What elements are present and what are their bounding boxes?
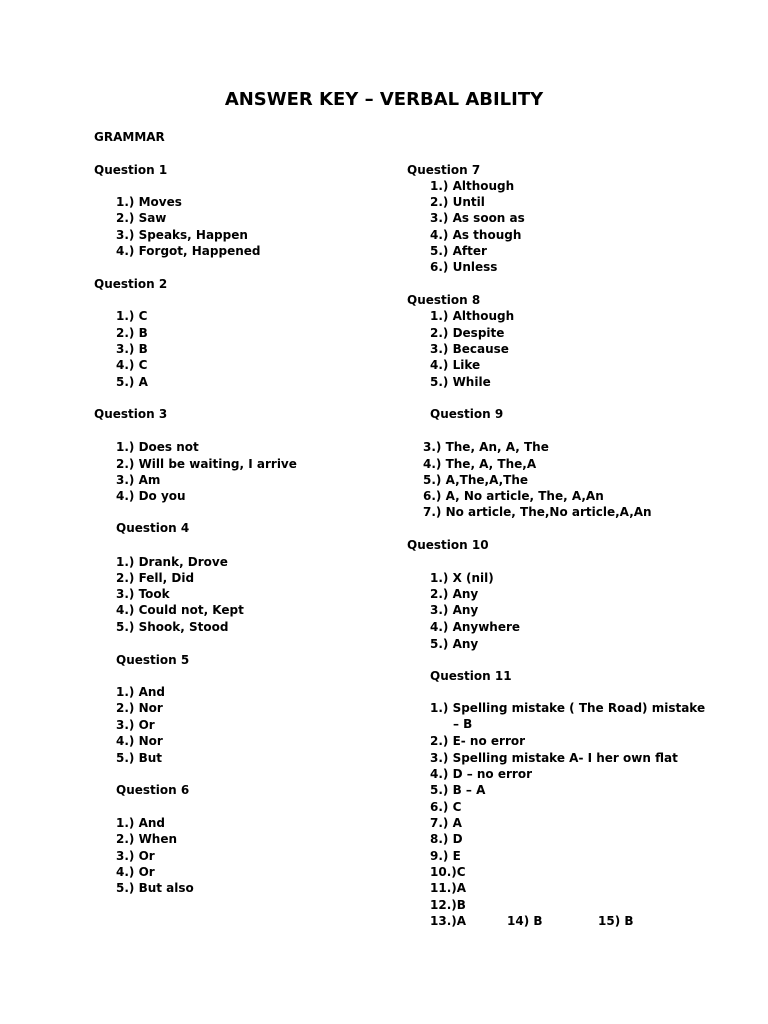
question-10-answer: 1.) X (nil): [430, 571, 494, 585]
question-1-answer: 1.) Moves: [116, 195, 182, 209]
question-2-heading: Question 2: [94, 277, 168, 291]
question-8-answer: 3.) Because: [430, 342, 509, 356]
question-4-answer: 4.) Could not, Kept: [116, 603, 244, 617]
question-9-answer: 3.) The, An, A, The: [423, 440, 549, 454]
question-3-answer: 4.) Do you: [116, 489, 186, 503]
question-10-heading: Question 10: [407, 538, 489, 552]
question-7-answer: 6.) Unless: [430, 260, 498, 274]
question-3-heading: Question 3: [94, 407, 168, 421]
question-9-answer: 4.) The, A, The,A: [423, 457, 537, 471]
question-7-answer: 2.) Until: [430, 195, 485, 209]
question-11-answer: 5.) B – A: [430, 783, 486, 797]
question-11-answer: 13.)A: [430, 914, 467, 928]
question-11-answer: 8.) D: [430, 832, 463, 846]
question-4-answer: 5.) Shook, Stood: [116, 620, 229, 634]
question-6-answer: 4.) Or: [116, 865, 155, 879]
question-7-answer: 5.) After: [430, 244, 487, 258]
question-9-answer: 6.) A, No article, The, A,An: [423, 489, 604, 503]
question-2-answer: 5.) A: [116, 375, 148, 389]
question-6-answer: 5.) But also: [116, 881, 194, 895]
question-11-answer: 3.) Spelling mistake A- I her own flat: [430, 751, 678, 765]
question-10-answer: 5.) Any: [430, 637, 479, 651]
question-11-answer: 9.) E: [430, 849, 461, 863]
question-11-heading: Question 11: [430, 669, 512, 683]
question-3-answer: 3.) Am: [116, 473, 161, 487]
section-heading-grammar: GRAMMAR: [94, 130, 165, 144]
question-8-answer: 5.) While: [430, 375, 491, 389]
question-1-answer: 4.) Forgot, Happened: [116, 244, 261, 258]
question-5-answer: 1.) And: [116, 685, 165, 699]
question-4-heading: Question 4: [116, 521, 190, 535]
question-2-answer: 1.) C: [116, 309, 148, 323]
page-title: ANSWER KEY – VERBAL ABILITY: [224, 89, 544, 110]
question-4-answer: 2.) Fell, Did: [116, 571, 195, 585]
question-11-answer: 11.)A: [430, 881, 467, 895]
question-11-answer: 6.) C: [430, 800, 462, 814]
question-11-answer: 15) B: [598, 914, 634, 928]
question-8-answer: 1.) Although: [430, 309, 515, 323]
question-4-answer: 3.) Took: [116, 587, 170, 601]
question-3-answer: 1.) Does not: [116, 440, 199, 454]
question-7-answer: 3.) As soon as: [430, 211, 525, 225]
question-10-answer: 3.) Any: [430, 603, 479, 617]
question-5-answer: 2.) Nor: [116, 701, 163, 715]
question-11-answer: 2.) E- no error: [430, 734, 526, 748]
question-7-answer: 1.) Although: [430, 179, 515, 193]
question-7-heading: Question 7: [407, 163, 481, 177]
question-5-answer: 4.) Nor: [116, 734, 163, 748]
question-2-answer: 2.) B: [116, 326, 148, 340]
question-6-heading: Question 6: [116, 783, 190, 797]
question-11-answer-continuation: – B: [453, 717, 473, 731]
question-9-answer: 7.) No article, The,No article,A,An: [423, 505, 652, 519]
question-6-answer: 1.) And: [116, 816, 165, 830]
question-1-answer: 3.) Speaks, Happen: [116, 228, 248, 242]
question-9-heading: Question 9: [430, 407, 504, 421]
question-8-heading: Question 8: [407, 293, 481, 307]
question-10-answer: 4.) Anywhere: [430, 620, 521, 634]
question-3-answer: 2.) Will be waiting, I arrive: [116, 457, 297, 471]
question-2-answer: 4.) C: [116, 358, 148, 372]
question-11-answer: 14) B: [507, 914, 543, 928]
question-10-answer: 2.) Any: [430, 587, 479, 601]
question-11-answer: 12.)B: [430, 898, 466, 912]
question-11-answer: 4.) D – no error: [430, 767, 532, 781]
question-5-answer: 5.) But: [116, 751, 162, 765]
question-2-answer: 3.) B: [116, 342, 148, 356]
question-1-answer: 2.) Saw: [116, 211, 167, 225]
question-6-answer: 2.) When: [116, 832, 178, 846]
question-8-answer: 4.) Like: [430, 358, 481, 372]
question-6-answer: 3.) Or: [116, 849, 155, 863]
question-11-answer: 7.) A: [430, 816, 462, 830]
question-1-heading: Question 1: [94, 163, 168, 177]
question-7-answer: 4.) As though: [430, 228, 522, 242]
question-5-answer: 3.) Or: [116, 718, 155, 732]
question-8-answer: 2.) Despite: [430, 326, 505, 340]
question-4-answer: 1.) Drank, Drove: [116, 555, 228, 569]
question-11-answer: 10.)C: [430, 865, 466, 879]
question-9-answer: 5.) A,The,A,The: [423, 473, 528, 487]
question-11-answer: 1.) Spelling mistake ( The Road) mistake: [430, 701, 706, 715]
question-5-heading: Question 5: [116, 653, 190, 667]
